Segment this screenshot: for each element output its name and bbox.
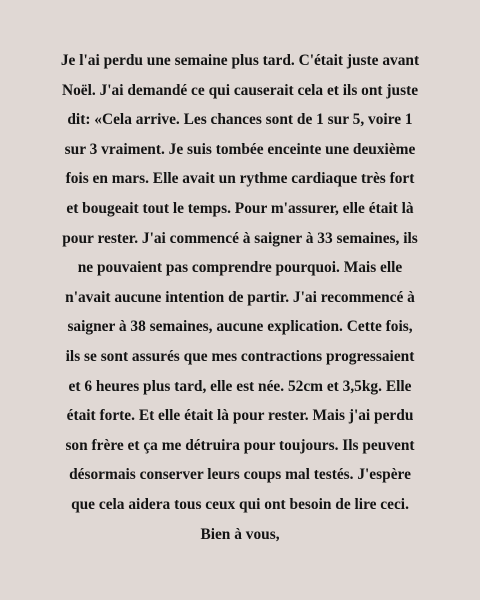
letter-signoff: Bien à vous,	[200, 525, 280, 543]
letter-line: pour rester. J'ai commencé à saigner à 33 semaines, ils	[62, 229, 418, 247]
letter-line: désormais conserver leurs coups mal testés. J'espère	[69, 466, 411, 484]
letter-text	[48, 46, 432, 549]
letter-line: ils se sont assurés que mes contractions progressaient	[65, 347, 415, 365]
letter-line: que cela aidera tous ceux qui ont besoin de lire ceci.	[71, 495, 409, 513]
letter-line: saigner à 38 semaines, aucune explication. Cette fois,	[67, 318, 413, 336]
letter-line: Je l'ai perdu une semaine plus tard. C'était juste avant	[60, 52, 420, 69]
letter-line: ne pouvaient pas comprendre pourquoi. Mais elle	[77, 259, 403, 277]
letter-line: Noël. J'ai demandé ce qui causerait cela et ils ont juste	[61, 81, 419, 99]
letter-line: sur 3 vraiment. Je suis tombée enceinte une deuxième	[64, 140, 416, 158]
letter-line: son frère et ça me détruira pour toujours. Ils peuvent	[65, 436, 415, 454]
letter-line: et bougeait tout le temps. Pour m'assurer, elle était là	[66, 199, 414, 217]
letter-line: fois en mars. Elle avait un rythme cardiaque très fort	[65, 170, 415, 188]
letter-line: dit: «Cela arrive. Les chances sont de 1 sur 5, voire 1	[67, 111, 413, 129]
letter-line: n'avait aucune intention de partir. J'ai recommencé à	[65, 288, 415, 306]
letter-line: et 6 heures plus tard, elle est née. 52cm et 3,5kg. Elle	[68, 377, 412, 395]
letter-line: était forte. Et elle était là pour rester. Mais j'ai perdu	[66, 407, 414, 425]
